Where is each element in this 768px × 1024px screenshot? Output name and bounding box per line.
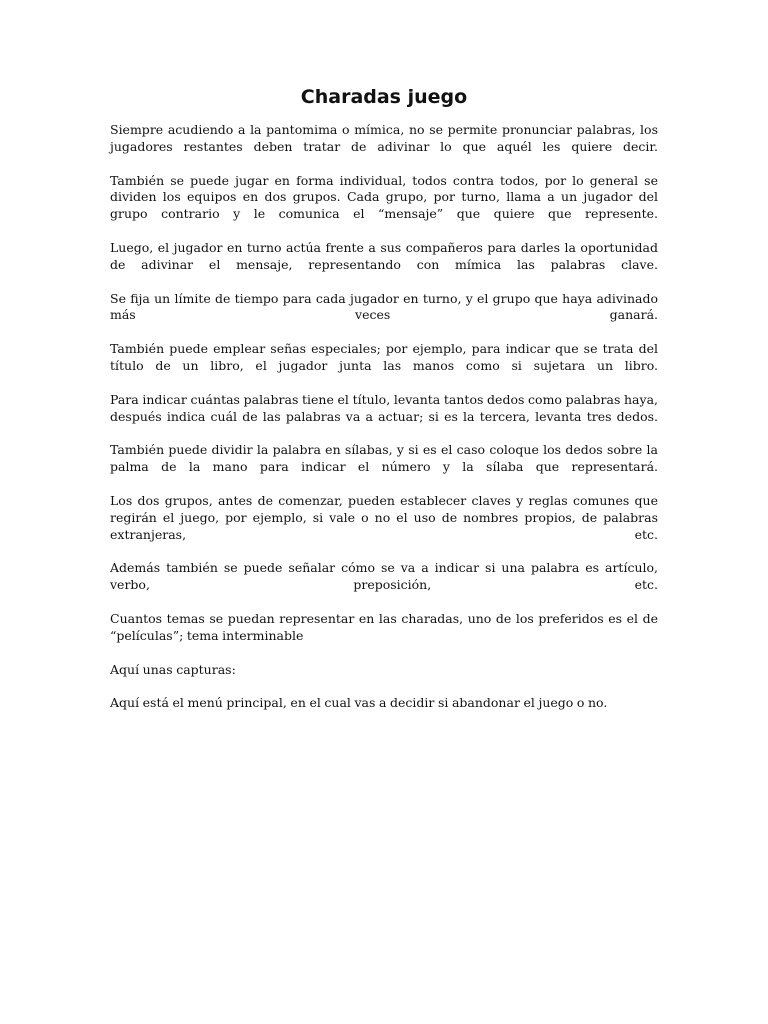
document-title: Charadas juego xyxy=(300,86,468,108)
paragraph-4: Se fija un límite de tiempo para cada jugador en turno, y el grupo que haya adivinado más veces ganará. xyxy=(110,290,658,323)
paragraph-11: Aquí unas capturas: xyxy=(110,661,236,677)
paragraph-12: Aquí está el menú principal, en el cual vas a decidir si abandonar el juego o no. xyxy=(110,695,608,711)
paragraph-7: También puede dividir la palabra en sílabas, y si es el caso coloque los dedos sobre la palma de la mano para indicar el número y la sílaba que representará. xyxy=(110,442,658,475)
paragraph-5: También puede emplear señas especiales; por ejemplo, para indicar que se trata del título de un libro, el jugador junta las manos como si sujetara un libro. xyxy=(110,341,658,373)
paragraph-9: Además también se puede señalar cómo se va a indicar si una palabra es artículo, verbo, preposición, etc. xyxy=(110,560,658,593)
paragraph-6: Para indicar cuántas palabras tiene el título, levanta tantos dedos como palabras haya, después indica cuál de las palabras va a actuar; si es la tercera, levanta tres dedos. xyxy=(110,391,658,424)
document-page xyxy=(110,84,658,729)
paragraph-10: Cuantos temas se puedan representar en las charadas, uno de los preferidos es el de “películas”; tema interminable xyxy=(110,610,658,643)
paragraph-1: Siempre acudiendo a la pantomima o mímica, no se permite pronunciar palabras, los jugadores restantes deben tratar de adivinar lo que aquél les quiere decir. xyxy=(110,122,658,154)
paragraph-2: También se puede jugar en forma individual, todos contra todos, por lo general se dividen los equipos en dos grupos. Cada grupo, por turno, llama a un jugador del grupo contrario y le comunica el “mensaje” que quiere que represente. xyxy=(110,172,658,222)
paragraph-8: Los dos grupos, antes de comenzar, pueden establecer claves y reglas comunes que regirán el juego, por ejemplo, si vale o no el uso de nombres propios, de palabras extranjeras, etc. xyxy=(110,492,658,542)
paragraph-3: Luego, el jugador en turno actúa frente a sus compañeros para darles la oportunidad de adivinar el mensaje, representando con mímica las palabras clave. xyxy=(110,239,658,272)
